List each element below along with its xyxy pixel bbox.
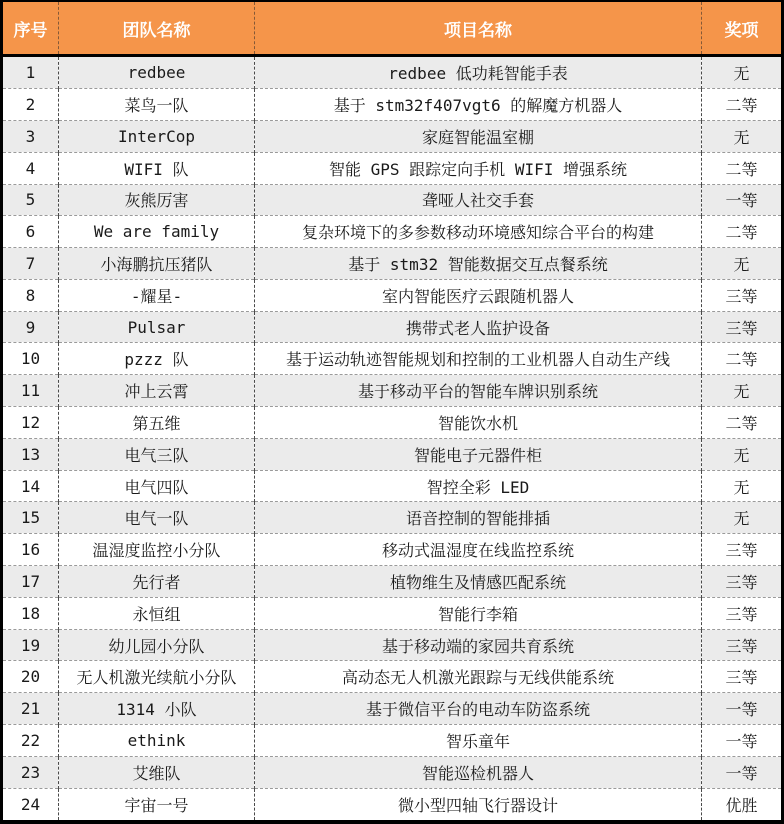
cell-project: 聋哑人社交手套	[255, 184, 702, 216]
table-row	[2, 534, 783, 566]
cell-team: 永恒组	[59, 597, 255, 629]
cell-award: 三等	[702, 279, 783, 311]
cell-no: 12	[2, 407, 59, 439]
cell-award: 二等	[702, 407, 783, 439]
cell-award: 一等	[702, 184, 783, 216]
cell-project: 智乐童年	[255, 725, 702, 757]
header-project: 项目名称	[255, 1, 702, 56]
table-header	[2, 1, 783, 56]
cell-no: 4	[2, 152, 59, 184]
table-row	[2, 597, 783, 629]
cell-project: 基于微信平台的电动车防盗系统	[255, 693, 702, 725]
table-row	[2, 56, 783, 89]
cell-project: 基于移动平台的智能车牌识别系统	[255, 375, 702, 407]
cell-team: ethink	[59, 725, 255, 757]
cell-team: 先行者	[59, 566, 255, 598]
cell-no: 17	[2, 566, 59, 598]
table-row	[2, 661, 783, 693]
table-row	[2, 279, 783, 311]
cell-project: 智能电子元器件柜	[255, 438, 702, 470]
cell-team: 电气四队	[59, 470, 255, 502]
cell-team: -耀星-	[59, 279, 255, 311]
cell-no: 18	[2, 597, 59, 629]
cell-award: 三等	[702, 597, 783, 629]
cell-no: 1	[2, 56, 59, 89]
cell-project: 智控全彩 LED	[255, 470, 702, 502]
table-row	[2, 343, 783, 375]
cell-team: 温湿度监控小分队	[59, 534, 255, 566]
cell-no: 24	[2, 788, 59, 822]
cell-project: redbee 低功耗智能手表	[255, 56, 702, 89]
cell-no: 7	[2, 248, 59, 280]
cell-no: 22	[2, 725, 59, 757]
cell-award: 无	[702, 375, 783, 407]
cell-team: 宇宙一号	[59, 788, 255, 822]
cell-no: 8	[2, 279, 59, 311]
cell-award: 无	[702, 502, 783, 534]
cell-team: 1314 小队	[59, 693, 255, 725]
table-row	[2, 216, 783, 248]
table-row	[2, 629, 783, 661]
cell-team: 菜鸟一队	[59, 89, 255, 121]
cell-project: 家庭智能温室棚	[255, 120, 702, 152]
cell-project: 智能 GPS 跟踪定向手机 WIFI 增强系统	[255, 152, 702, 184]
cell-no: 11	[2, 375, 59, 407]
table-row	[2, 788, 783, 822]
cell-award: 二等	[702, 216, 783, 248]
cell-award: 二等	[702, 343, 783, 375]
cell-award: 无	[702, 56, 783, 89]
cell-team: 电气三队	[59, 438, 255, 470]
table-row	[2, 311, 783, 343]
cell-project: 语音控制的智能排插	[255, 502, 702, 534]
cell-team: 幼儿园小分队	[59, 629, 255, 661]
cell-no: 5	[2, 184, 59, 216]
cell-project: 植物维生及情感匹配系统	[255, 566, 702, 598]
cell-project: 移动式温湿度在线监控系统	[255, 534, 702, 566]
cell-team: WIFI 队	[59, 152, 255, 184]
table-row	[2, 502, 783, 534]
cell-award: 三等	[702, 534, 783, 566]
cell-award: 无	[702, 438, 783, 470]
cell-project: 基于 stm32f407vgt6 的解魔方机器人	[255, 89, 702, 121]
cell-no: 14	[2, 470, 59, 502]
cell-project: 智能饮水机	[255, 407, 702, 439]
cell-award: 优胜	[702, 788, 783, 822]
cell-award: 三等	[702, 311, 783, 343]
cell-award: 三等	[702, 566, 783, 598]
header-no: 序号	[2, 1, 59, 56]
table-row	[2, 470, 783, 502]
cell-no: 23	[2, 756, 59, 788]
cell-no: 16	[2, 534, 59, 566]
cell-no: 6	[2, 216, 59, 248]
header-row	[2, 1, 783, 56]
cell-project: 高动态无人机激光跟踪与无线供能系统	[255, 661, 702, 693]
cell-project: 复杂环境下的多参数移动环境感知综合平台的构建	[255, 216, 702, 248]
table-row	[2, 120, 783, 152]
cell-team: 艾维队	[59, 756, 255, 788]
cell-team: We are family	[59, 216, 255, 248]
table-row	[2, 407, 783, 439]
header-team: 团队名称	[59, 1, 255, 56]
cell-award: 一等	[702, 725, 783, 757]
cell-team: 灰熊厉害	[59, 184, 255, 216]
cell-award: 无	[702, 120, 783, 152]
cell-team: Pulsar	[59, 311, 255, 343]
cell-team: 无人机激光续航小分队	[59, 661, 255, 693]
cell-team: 冲上云霄	[59, 375, 255, 407]
table-row	[2, 438, 783, 470]
table-row	[2, 89, 783, 121]
cell-project: 携带式老人监护设备	[255, 311, 702, 343]
cell-no: 19	[2, 629, 59, 661]
cell-team: 电气一队	[59, 502, 255, 534]
table-row	[2, 184, 783, 216]
cell-no: 20	[2, 661, 59, 693]
cell-no: 3	[2, 120, 59, 152]
cell-team: 第五维	[59, 407, 255, 439]
header-award: 奖项	[702, 1, 783, 56]
cell-no: 9	[2, 311, 59, 343]
cell-award: 三等	[702, 629, 783, 661]
cell-award: 一等	[702, 756, 783, 788]
cell-team: 小海鹏抗压猪队	[59, 248, 255, 280]
table-row	[2, 375, 783, 407]
cell-team: redbee	[59, 56, 255, 89]
cell-award: 无	[702, 248, 783, 280]
cell-award: 一等	[702, 693, 783, 725]
cell-award: 三等	[702, 661, 783, 693]
cell-team: pzzz 队	[59, 343, 255, 375]
table-row	[2, 725, 783, 757]
cell-no: 15	[2, 502, 59, 534]
cell-project: 基于移动端的家园共育系统	[255, 629, 702, 661]
cell-team: InterCop	[59, 120, 255, 152]
cell-project: 微小型四轴飞行器设计	[255, 788, 702, 822]
table-body	[2, 56, 783, 823]
cell-project: 基于运动轨迹智能规划和控制的工业机器人自动生产线	[255, 343, 702, 375]
cell-project: 室内智能医疗云跟随机器人	[255, 279, 702, 311]
table-row	[2, 152, 783, 184]
cell-project: 智能巡检机器人	[255, 756, 702, 788]
cell-project: 智能行李箱	[255, 597, 702, 629]
cell-no: 2	[2, 89, 59, 121]
cell-no: 10	[2, 343, 59, 375]
table-row	[2, 693, 783, 725]
cell-award: 二等	[702, 152, 783, 184]
table-row	[2, 248, 783, 280]
table-row	[2, 756, 783, 788]
table-row	[2, 566, 783, 598]
cell-award: 无	[702, 470, 783, 502]
cell-award: 二等	[702, 89, 783, 121]
cell-no: 21	[2, 693, 59, 725]
cell-project: 基于 stm32 智能数据交互点餐系统	[255, 248, 702, 280]
cell-no: 13	[2, 438, 59, 470]
